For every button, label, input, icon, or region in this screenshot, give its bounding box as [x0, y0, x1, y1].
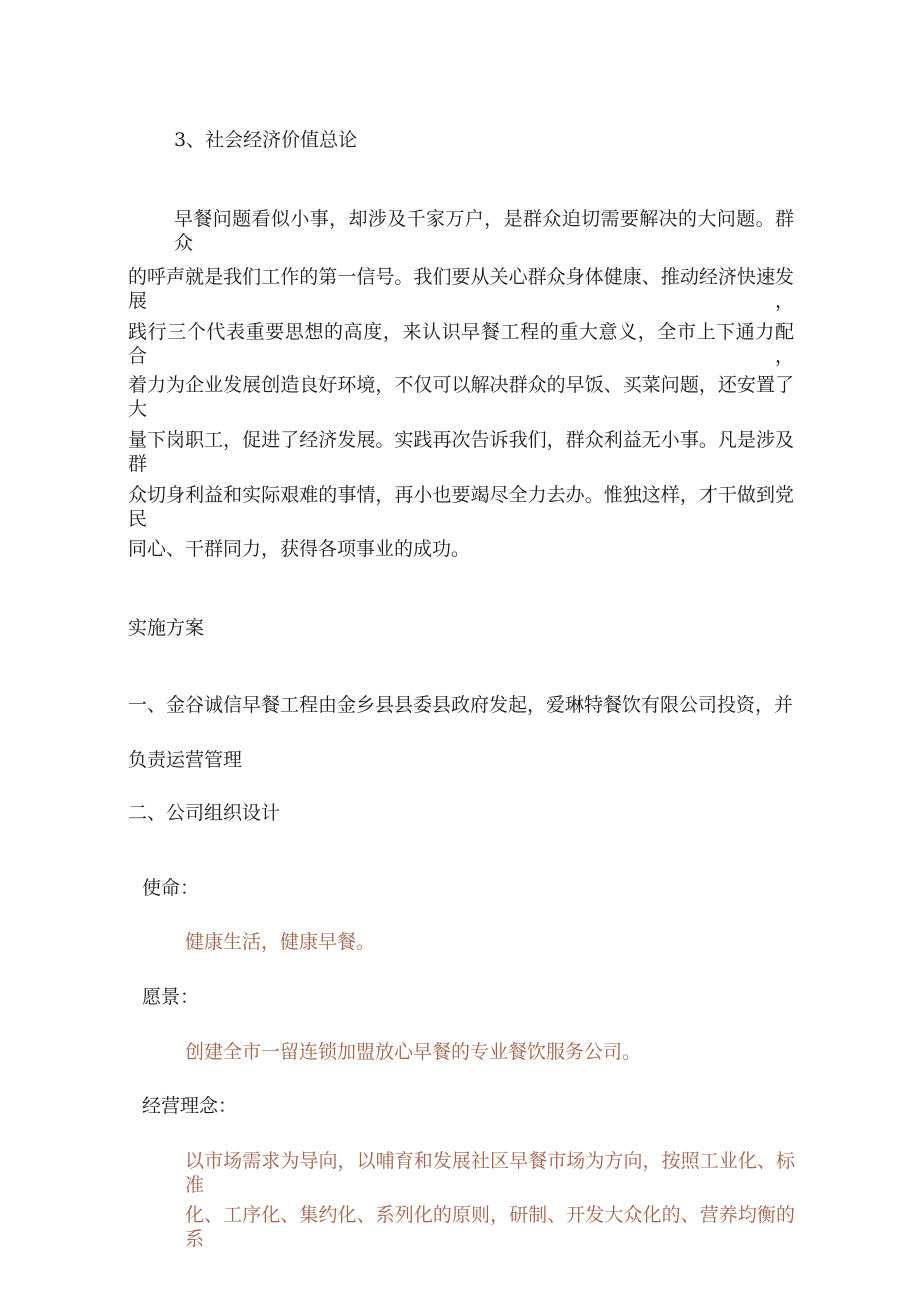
item2-heading: 二、公司组织设计 [128, 802, 281, 824]
philosophy-line-2: 化、工序化、集约化、系列化的原则，研制、开发大众化的、营养均衡的系 [185, 1204, 795, 1250]
mission-label: 使命： [142, 877, 200, 899]
paragraph-line-2: 的呼声就是我们工作的第一信号。我们要从关心群众身体健康、推动经济快速发展， [128, 266, 794, 312]
vision-label: 愿景： [142, 986, 200, 1008]
mission-text: 健康生活，健康早餐。 [185, 931, 376, 953]
plan-heading: 实施方案 [128, 617, 205, 639]
item1-line-1: 一、金谷诚信早餐工程由金乡县县委县政府发起，爱琳特餐饮有限公司投资，并 [128, 694, 794, 716]
paragraph-line-3: 践行三个代表重要思想的高度，来认识早餐工程的重大意义，全市上下通力配合， [128, 321, 794, 367]
philosophy-label: 经营理念： [142, 1095, 238, 1117]
paragraph-line-4: 着力为企业发展创造良好环境，不仅可以解决群众的早饭、买菜问题，还安置了大 [128, 374, 794, 420]
paragraph-line-6: 众切身利益和实际艰难的事情，再小也要竭尽全力去办。惟独这样，才干做到党民 [128, 484, 794, 530]
vision-text: 创建全市一留连锁加盟放心早餐的专业餐饮服务公司。 [185, 1041, 642, 1063]
item1-line-2: 负责运营管理 [128, 749, 243, 771]
paragraph-line-7: 同心、干群同力，获得各项事业的成功。 [128, 538, 471, 560]
paragraph-line-1: 早餐问题看似小事，却涉及千家万户，是群众迫切需要解决的大问题。群众 [174, 208, 794, 254]
paragraph-line-5: 量下岗职工，促进了经济发展。实践再次告诉我们，群众利益无小事。凡是涉及群 [128, 429, 794, 475]
philosophy-line-1: 以市场需求为导向，以哺育和发展社区早餐市场为方向，按照工业化、标准 [185, 1150, 795, 1196]
section-heading: 3、社会经济价值总论 [174, 129, 358, 151]
